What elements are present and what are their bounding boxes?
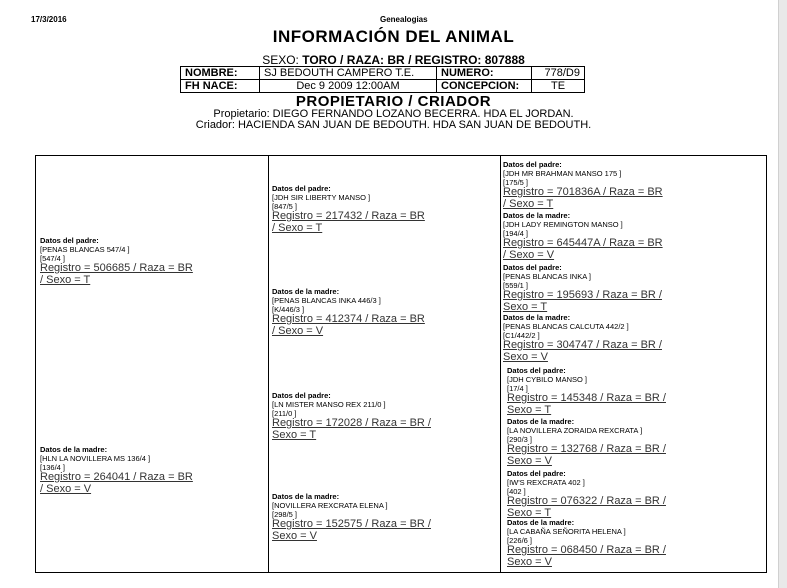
node-number: [17/4 ] (507, 384, 528, 393)
node-name: [PENAS BLANCAS INKA ] (503, 272, 591, 281)
node-title: Datos de la madre: (503, 313, 571, 322)
node-name: [HLN LA NOVILLERA MS 136/4 ] (40, 454, 151, 463)
info-row-2 (181, 80, 585, 93)
raza-label: / RAZA: (340, 53, 385, 67)
sexo-label: SEXO: (262, 53, 299, 67)
node-sexo-link[interactable]: / Sexo = T (40, 273, 91, 286)
node-name: [NOVILLERA REXCRATA ELENA ] (272, 501, 388, 510)
node-title: Datos de la madre: (503, 211, 571, 220)
fh-label: FH NACE: (181, 80, 260, 93)
node-sexo-link[interactable]: Sexo = V (507, 454, 552, 467)
node-sexo-link[interactable]: Sexo = V (503, 350, 548, 363)
info-row-1 (181, 67, 585, 80)
generation-divider-2 (500, 155, 501, 573)
node-sexo-link[interactable]: / Sexo = T (272, 221, 323, 234)
concepcion-label: CONCEPCION: (437, 80, 532, 93)
node-sexo-link[interactable]: / Sexo = T (503, 197, 554, 210)
node-name: [JDH MR BRAHMAN MANSO 175 ] (503, 169, 622, 178)
node-registro-link[interactable]: Registro = 172028 / Raza = BR / (272, 417, 431, 429)
nombre-value: SJ BEDOUTH CAMPERO T.E. (260, 67, 437, 80)
node-registro-link[interactable]: Registro = 412374 / Raza = BR (272, 313, 425, 325)
node-title: Datos de la madre: (507, 518, 575, 527)
concepcion-value: TE (532, 80, 585, 93)
node-number: [211/0 ] (272, 409, 297, 418)
node-title: Datos del padre: (507, 469, 566, 478)
node-title: Datos del padre: (40, 236, 99, 245)
print-date: 17/3/2016 (31, 15, 67, 24)
node-title: Datos de la madre: (272, 492, 340, 501)
node-number: [847/5 ] (272, 202, 298, 211)
sexo-value: TORO (302, 53, 337, 67)
owner-title: PROPIETARIO / CRIADOR (295, 93, 492, 110)
node-name: [PENAS BLANCAS 547/4 ] (40, 245, 130, 254)
g1-madre-node (40, 445, 265, 495)
node-name: [JDH CYBILO MANSO ] (507, 375, 588, 384)
node-sexo-link[interactable]: Sexo = V (272, 529, 317, 542)
node-name: [LA CABAÑA SEÑORITA HELENA ] (507, 527, 626, 536)
fh-value: Dec 9 2009 12:00AM (260, 80, 437, 93)
g2-mp-node (272, 391, 498, 441)
node-sexo-link[interactable]: / Sexo = V (40, 482, 92, 495)
node-sexo-link[interactable]: Sexo = T (503, 300, 548, 313)
node-sexo-link[interactable]: Sexo = T (272, 428, 317, 441)
raza-value: BR (387, 53, 405, 67)
registro-label: / REGISTRO: (408, 53, 482, 67)
app-name: Genealogias (380, 15, 428, 24)
node-registro-link[interactable]: Registro = 645447A / Raza = BR (503, 237, 663, 249)
node-title: Datos del padre: (272, 391, 331, 400)
node-name: [PENAS BLANCAS INKA 446/3 ] (272, 296, 381, 305)
node-registro-link[interactable]: Registro = 132768 / Raza = BR / (507, 443, 666, 455)
node-registro-link[interactable]: Registro = 304747 / Raza = BR / (503, 339, 662, 351)
node-registro-link[interactable]: Registro = 145348 / Raza = BR / (507, 392, 666, 404)
node-name: [JDH SIR LIBERTY MANSO ] (272, 193, 371, 202)
g3-node-4 (503, 313, 748, 363)
node-registro-link[interactable]: Registro = 068450 / Raza = BR / (507, 544, 666, 556)
criador-line: Criador: HACIENDA SAN JUAN DE BEDOUTH. HDA SAN JUAN DE BEDOUTH. (195, 119, 592, 131)
node-number: [559/1 ] (503, 281, 529, 290)
nombre-label: NOMBRE: (181, 67, 260, 80)
node-sexo-link[interactable]: / Sexo = V (503, 248, 555, 261)
node-registro-link[interactable]: Registro = 195693 / Raza = BR / (503, 289, 662, 301)
node-title: Datos del padre: (507, 366, 566, 375)
node-name: [LN MISTER MANSO REX 211/0 ] (272, 400, 386, 409)
g2-pp-node (272, 184, 498, 234)
node-sexo-link[interactable]: Sexo = T (507, 506, 552, 519)
g3-node-1 (503, 160, 748, 210)
registro-value: 807888 (484, 53, 525, 67)
node-title: Datos de la madre: (40, 445, 108, 454)
node-title: Datos de la madre: (507, 417, 575, 426)
page-edge (778, 0, 787, 588)
g3-node-3 (503, 263, 748, 313)
node-name: [IW'S REXCRATA 402 ] (507, 478, 585, 487)
node-number: [C1/442/2 ] (503, 331, 540, 340)
node-number: [402 ] (507, 487, 526, 496)
node-title: Datos del padre: (503, 263, 562, 272)
g3-node-2 (503, 211, 748, 261)
node-name: [JDH LADY REMINGTON MANSO ] (503, 220, 623, 229)
animal-info-table (180, 66, 585, 93)
node-number: [547/4 ] (40, 254, 66, 263)
node-number: [226/6 ] (507, 536, 533, 545)
node-number: [298/5 ] (272, 510, 298, 519)
node-number: [290/3 ] (507, 435, 533, 444)
generation-divider-1 (268, 155, 269, 573)
node-number: [136/4 ] (40, 463, 66, 472)
g3-node-7 (507, 469, 752, 519)
g1-padre-node (40, 236, 265, 286)
node-title: Datos del padre: (272, 184, 331, 193)
node-registro-link[interactable]: Registro = 701836A / Raza = BR (503, 186, 663, 198)
node-registro-link[interactable]: Registro = 152575 / Raza = BR / (272, 518, 431, 530)
node-registro-link[interactable]: Registro = 506685 / Raza = BR (40, 262, 193, 274)
node-number: [194/4 ] (503, 229, 529, 238)
animal-summary (0, 53, 787, 67)
node-sexo-link[interactable]: Sexo = V (507, 555, 552, 568)
node-name: [PENAS BLANCAS CALCUTA 442/2 ] (503, 322, 629, 331)
node-registro-link[interactable]: Registro = 217432 / Raza = BR (272, 210, 425, 222)
node-sexo-link[interactable]: / Sexo = V (272, 324, 324, 337)
g2-mm-node (272, 492, 498, 542)
numero-label: NUMERO: (437, 67, 532, 80)
node-title: Datos del padre: (503, 160, 562, 169)
owner-block (0, 109, 787, 131)
propietario-line: Propietario: DIEGO FERNANDO LOZANO BECERRA. HDA EL JORDAN. (213, 108, 574, 120)
node-number: [175/5 ] (503, 178, 529, 187)
numero-value: 778/D9 (532, 67, 585, 80)
node-name: [LA NOVILLERA ZORAIDA REXCRATA ] (507, 426, 643, 435)
node-number: [K/446/3 ] (272, 305, 305, 314)
node-sexo-link[interactable]: Sexo = T (507, 403, 552, 416)
g3-node-6 (507, 417, 752, 467)
g2-pm-node (272, 287, 498, 337)
node-title: Datos de la madre: (272, 287, 340, 296)
g3-node-5 (507, 366, 752, 416)
node-registro-link[interactable]: Registro = 264041 / Raza = BR (40, 471, 193, 483)
g3-node-8 (507, 518, 752, 568)
node-registro-link[interactable]: Registro = 076322 / Raza = BR / (507, 495, 666, 507)
page-title: INFORMACIÓN DEL ANIMAL (272, 27, 515, 46)
